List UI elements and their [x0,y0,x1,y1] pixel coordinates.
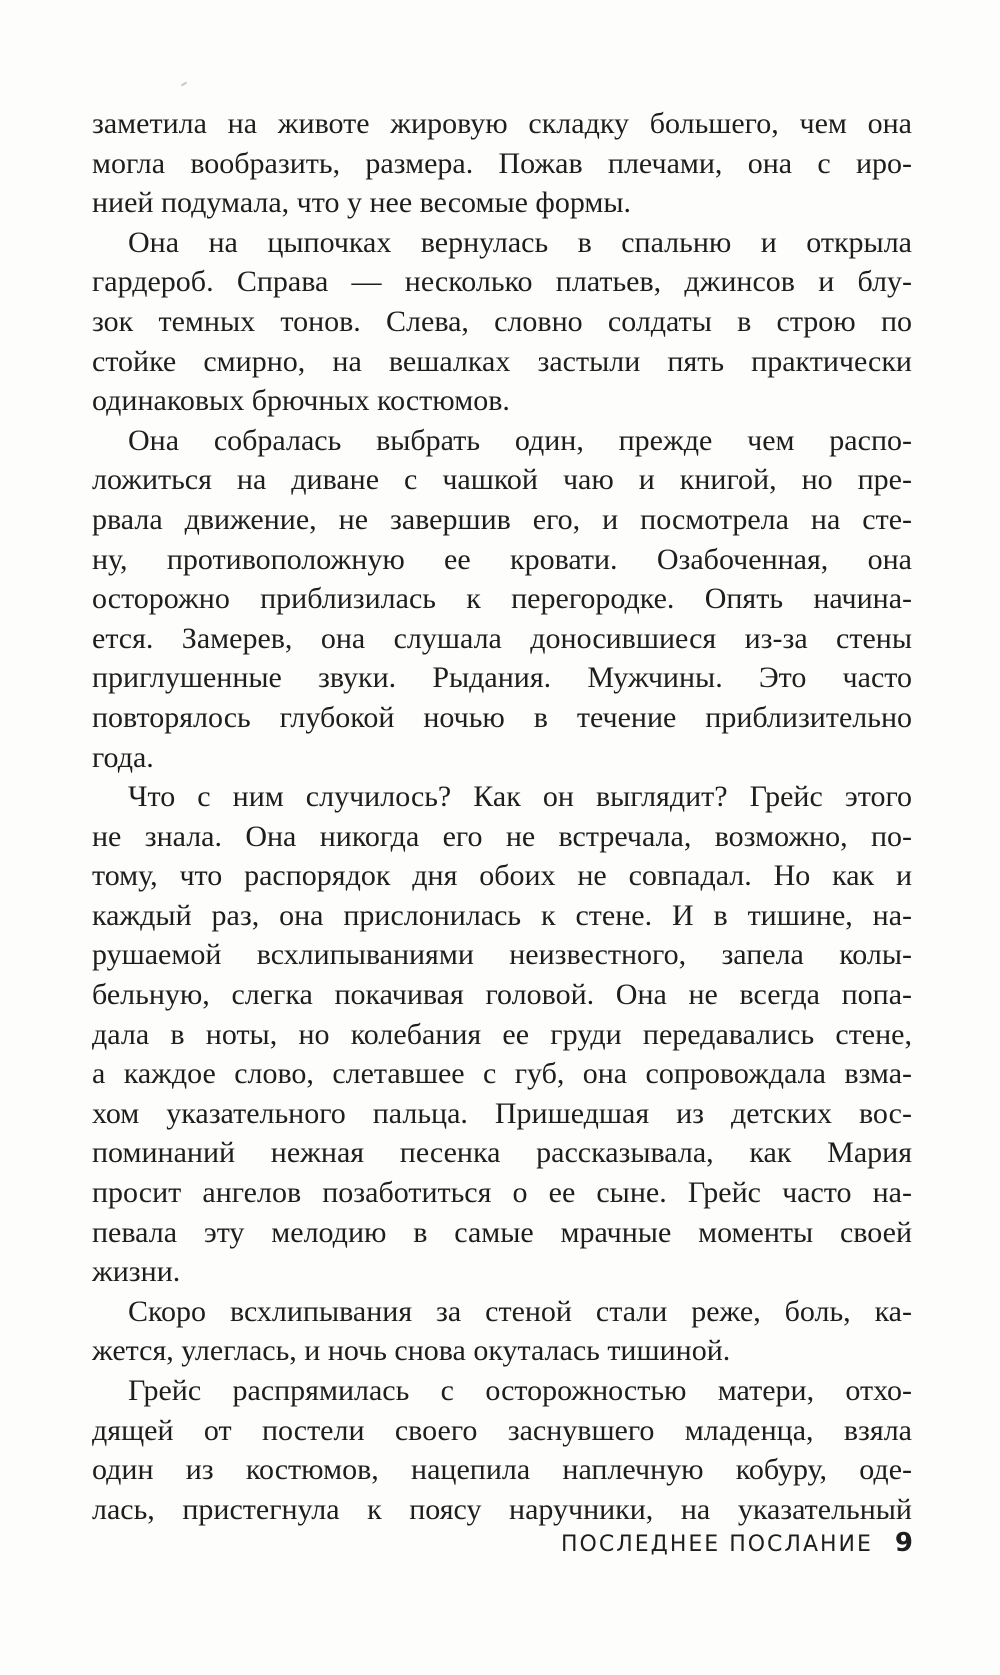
text-line: ну, противоположную ее кровати. Озабоченная, она [92,542,912,576]
text-line: а каждое слово, слетавшее с губ, она сопровождала взма- [92,1057,912,1091]
text-line: приглушенные звуки. Рыдания. Мужчины. Это часто [92,661,912,695]
text-line: жется, улеглась, и ночь снова окуталась тишиной. [92,1334,731,1368]
text-line: зок темных тонов. Слева, словно солдаты в строю по [92,304,912,338]
text-line: лась, пристегнула к поясу наручники, на указательный [92,1492,912,1526]
text-line: гардероб. Справа — несколько платьев, джинсов и блу- [92,265,912,299]
text-line: дящей от постели своего заснувшего младенца, взяла [92,1413,912,1447]
text-line: заметила на животе жировую складку большего, чем она [92,107,912,140]
text-line: года. [92,740,154,774]
text-line: Что с ним случилось? Как он выглядит? Грейс этого [128,780,912,814]
text-line: хом указательного пальца. Пришедшая из детских вос- [92,1096,912,1130]
text-line: жизни. [92,1255,181,1289]
paragraph [92,1371,912,1529]
text-line: рушаемой всхлипываниями неизвестного, запела колы- [92,938,912,972]
text-line: просит ангелов позаботиться о ее сыне. Грейс часто на- [92,1176,912,1210]
text-line: бельную, слегка покачивая головой. Она не всегда попа- [92,978,912,1012]
text-line: ется. Замерев, она слушала доносившиеся из-за стены [92,621,912,655]
text-line: могла вообразить, размера. Пожав плечами, она с иро- [92,146,912,180]
text-line: поминаний нежная песенка рассказывала, как Мария [92,1136,912,1170]
paragraph [92,421,912,777]
page-footer [561,1528,913,1558]
body-text [92,104,912,1529]
text-line: рвала движение, не завершив его, и посмотрела на сте- [92,502,912,536]
paragraph [92,777,912,1292]
text-line: нией подумала, что у нее весомые формы. [92,186,632,220]
text-line: Грейс распрямилась с осторожностью матери, отхо- [128,1374,912,1407]
paragraph [92,104,912,223]
paragraph [92,1292,912,1371]
text-line: дала в ноты, но колебания ее груди передавались стене, [92,1017,912,1051]
text-line: Она на цыпочках вернулась в спальню и открыла [128,225,912,259]
text-line: осторожно приблизилась к перегородке. Опять начина- [92,582,912,616]
text-line: одинаковых брючных костюмов. [92,384,510,418]
text-line: один из костюмов, нацепила наплечную кобуру, оде- [92,1453,912,1487]
running-title: ПОСЛЕДНЕЕ ПОСЛАНИЕ [561,1532,873,1557]
text-line: стойке смирно, на вешалках застыли пять практически [92,344,912,378]
text-line: Она собралась выбрать один, прежде чем распо- [128,423,912,457]
text-line: ложиться на диване с чашкой чаю и книгой, но пре- [92,463,912,497]
paper-speck [181,82,187,87]
paragraph [92,223,912,421]
text-line: каждый раз, она прислонилась к стене. И в тишине, на- [92,898,912,932]
text-line: Скоро всхлипывания за стеной стали реже, боль, ка- [128,1294,912,1328]
text-line: певала эту мелодию в самые мрачные моменты своей [92,1215,912,1249]
text-line: повторялось глубокой ночью в течение приблизительно [92,700,912,734]
text-line: не знала. Она никогда его не встречала, возможно, по- [92,819,912,853]
page-number: 9 [894,1528,913,1558]
text-line: тому, что распорядок дня обоих не совпадал. Но как и [92,859,912,893]
